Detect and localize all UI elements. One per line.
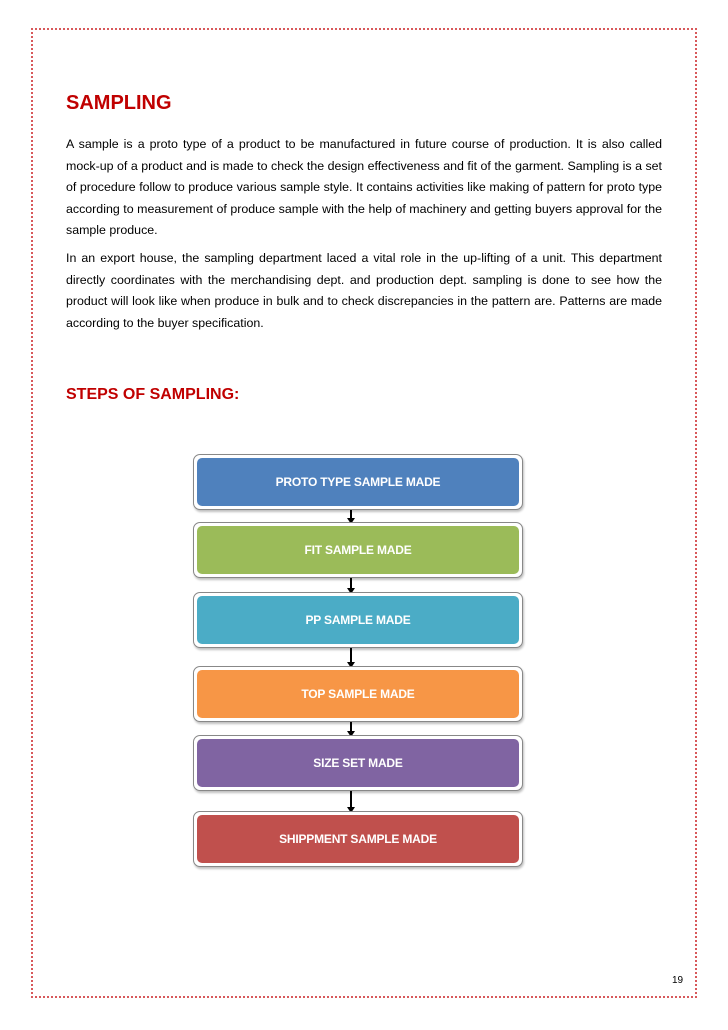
flow-step-pp-sample (193, 592, 523, 648)
flow-step-label: PROTO TYPE SAMPLE MADE (197, 458, 519, 506)
flow-arrow (350, 791, 352, 808)
paragraph-1: A sample is a proto type of a product to be manufactured in future course of production. It is also called mock-up of a product and is made to check the design effectiveness and fit of the garment. Sampling is a set of procedure follow to produce various sample style. It contains activities like making of pattern for proto type according to measurement of produce sample with the help of machinery and getting buyers approval for the sample produce. (66, 137, 662, 237)
paragraph-2: In an export house, the sampling department laced a vital role in the up-lifting of a unit. This department directly coordinates with the merchandising dept. and production dept. sampling is done to see how the product will look like when produce in bulk and to check discrepancies in the pattern are. Patterns are made according to the buyer specification. (66, 251, 662, 330)
flow-arrow (350, 648, 352, 663)
flow-step-top-sample (193, 666, 523, 722)
flow-step-label: PP SAMPLE MADE (197, 596, 519, 644)
flow-step-fit-sample (193, 522, 523, 578)
flow-step-size-set (193, 735, 523, 791)
flow-step-label: SHIPPMENT SAMPLE MADE (197, 815, 519, 863)
flow-step-label: FIT SAMPLE MADE (197, 526, 519, 574)
flow-arrow (350, 722, 352, 732)
flow-arrow (350, 578, 352, 589)
section-heading-steps: STEPS OF SAMPLING: (66, 386, 240, 403)
flow-step-proto-type (193, 454, 523, 510)
flow-step-label: SIZE SET MADE (197, 739, 519, 787)
flow-step-shipment-sample (193, 811, 523, 867)
page-number: 19 (672, 975, 684, 986)
flow-arrow (350, 510, 352, 519)
section-heading-sampling: SAMPLING (66, 92, 172, 114)
flow-step-label: TOP SAMPLE MADE (197, 670, 519, 718)
